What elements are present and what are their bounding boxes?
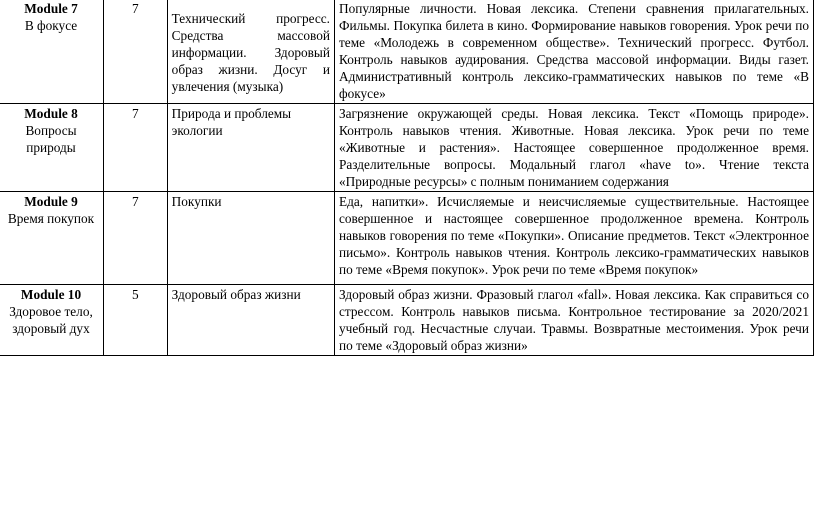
table-row [0, 285, 814, 356]
table-row [0, 104, 814, 192]
module-cell [0, 285, 104, 356]
content-cell [334, 104, 813, 192]
topic-cell: Покупки [167, 192, 334, 285]
content-cell [334, 0, 813, 104]
module-name: Module 8 [24, 106, 78, 121]
content-text: Загрязнение окружающей среды. Новая лексика. Текст «Помощь природе». Контроль навыков чтения. Животные. Новая лексика. Урок речи по теме «Животные и растения». Настоящее совершенное продолженное время. Разделительные вопросы. Модальный глагол «have to». Чтение текста «Природные ресурсы» с полным пониманием содержания [338, 106, 809, 189]
content-text: Здоровый образ жизни. Фразовый глагол «fall». Новая лексика. Как справиться со стрессом. Контроль навыков письма. Контрольное тестирование за 2020/2021 учебный год. Несчастные случаи. Травмы. Возвратные местоимения. Урок речи по теме «Здоровый образ жизни» [338, 287, 809, 353]
module-name: Module 10 [20, 287, 82, 302]
content-text: Популярные личности. Новая лексика. Степени сравнения прилагательных. Фильмы. Покупка билета в кино. Формирование навыков говорения. Урок речи по теме «Молодежь в современном обществе». Технический прогресс. Футбол. Контроль навыков аудирования. Средства массовой информации. Виды газет. Административный контроль лексико-грамматических навыков по теме «В фокусе» [338, 1, 809, 101]
content-cell [334, 192, 813, 285]
module-name: Module 9 [24, 194, 78, 209]
module-cell [0, 104, 104, 192]
table-row [0, 0, 814, 104]
hours-cell: 5 [104, 285, 168, 356]
topic-cell: Технический прогресс. Средства массовой информации. Здоровый образ жизни. Досуг и увлечения (музыка) [167, 0, 334, 104]
topic-cell: Природа и проблемы экологии [167, 104, 334, 192]
module-cell [0, 0, 104, 104]
content-text: Еда, напитки». Исчисляемые и неисчисляемые существительные. Настоящее совершенное и настоящее совершенное продолженное времена. Контроль навыков говорения по теме «Покупки». Описание предметов. Текст «Электронное письмо». Контроль навыков чтения. Контроль лексико-грамматических навыков по теме «Время покупок». Урок речи по теме «Время покупок» [338, 194, 809, 277]
module-name: Module 7 [24, 1, 78, 16]
hours-cell: 7 [104, 0, 168, 104]
hours-cell: 7 [104, 104, 168, 192]
module-subtitle: В фокусе [24, 18, 78, 33]
content-cell [334, 285, 813, 356]
topic-cell: Здоровый образ жизни [167, 285, 334, 356]
module-subtitle: Вопросы природы [25, 123, 77, 155]
module-subtitle: Время покупок [7, 211, 95, 226]
module-cell [0, 192, 104, 285]
hours-cell: 7 [104, 192, 168, 285]
module-subtitle: Здоровое тело, здоровый дух [9, 304, 93, 336]
table-row [0, 192, 814, 285]
